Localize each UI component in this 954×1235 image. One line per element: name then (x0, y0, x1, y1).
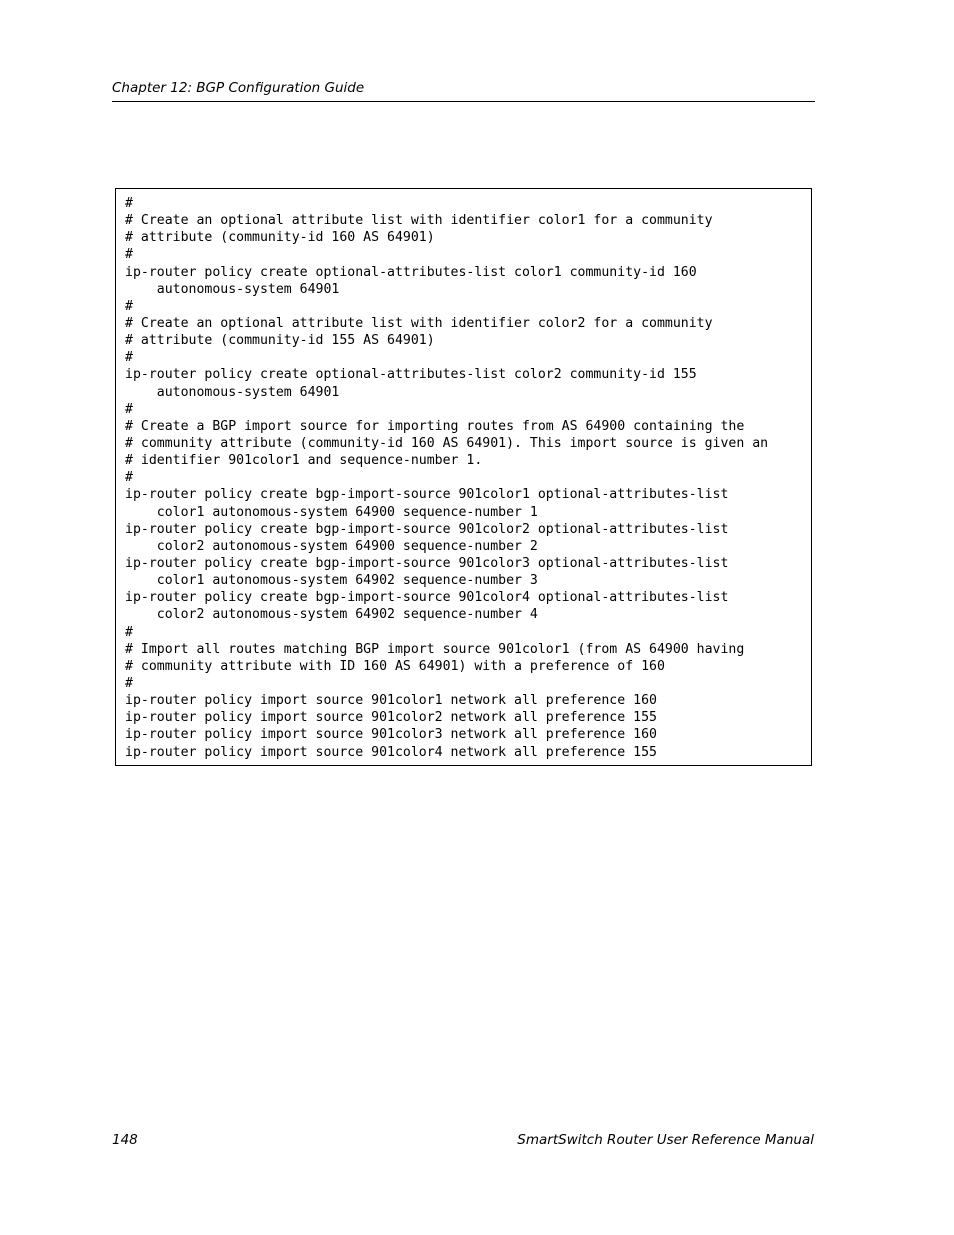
code-line: autonomous-system 64901 (125, 281, 340, 297)
code-line: # (125, 675, 133, 691)
code-line: # attribute (community-id 160 AS 64901) (125, 230, 435, 246)
code-line: # attribute (community-id 155 AS 64901) (125, 333, 435, 349)
code-line: # (125, 470, 133, 486)
code-line: # Create an optional attribute list with identifier color1 for a community (125, 213, 713, 229)
code-line: ip-router policy import source 901color3 network all preference 160 (125, 727, 657, 743)
code-line: # Import all routes matching BGP import source 901color1 (from AS 64900 having (125, 641, 745, 657)
chapter-title: Chapter 12: BGP Configuration Guide (112, 80, 365, 96)
code-line: autonomous-system 64901 (125, 384, 340, 400)
code-line: ip-router policy import source 901color1 network all preference 160 (125, 693, 657, 709)
page-header (112, 79, 815, 102)
code-line: # (125, 350, 133, 366)
code-line: ip-router policy import source 901color2 network all preference 155 (125, 710, 657, 726)
code-line: # Create an optional attribute list with identifier color2 for a community (125, 315, 713, 331)
code-line: color1 autonomous-system 64902 sequence-number 3 (125, 573, 538, 589)
code-line: ip-router policy create bgp-import-source 901color1 optional-attributes-list (125, 487, 729, 503)
code-line: # community attribute with ID 160 AS 64901) with a preference of 160 (125, 658, 665, 674)
code-line: # (125, 247, 133, 263)
code-line: # Create a BGP import source for importing routes from AS 64900 containing the (125, 418, 745, 434)
code-line: ip-router policy create optional-attributes-list color2 community-id 155 (125, 367, 697, 383)
code-line: ip-router policy create bgp-import-source 901color2 optional-attributes-list (125, 521, 729, 537)
code-line: # (125, 298, 133, 314)
code-line: # identifier 901color1 and sequence-number 1. (125, 453, 483, 469)
code-line: # (125, 196, 133, 211)
code-line: ip-router policy create optional-attributes-list color1 community-id 160 (125, 264, 697, 280)
code-line: ip-router policy import source 901color4 network all preference 155 (125, 744, 657, 760)
page-number: 148 (112, 1132, 138, 1148)
code-line: # (125, 401, 133, 417)
code-line: ip-router policy create bgp-import-source 901color3 optional-attributes-list (125, 555, 729, 571)
code-line: color1 autonomous-system 64900 sequence-number 1 (125, 504, 538, 520)
code-listing (125, 195, 768, 761)
code-line: color2 autonomous-system 64902 sequence-number 4 (125, 607, 538, 623)
code-line: # (125, 624, 133, 640)
code-line: ip-router policy create bgp-import-source 901color4 optional-attributes-list (125, 590, 729, 606)
code-line: color2 autonomous-system 64900 sequence-number 2 (125, 538, 538, 554)
code-example-box (115, 188, 812, 766)
manual-title: SmartSwitch Router User Reference Manual (517, 1132, 814, 1148)
code-line: # community attribute (community-id 160 AS 64901). This import source is given an (125, 435, 769, 451)
